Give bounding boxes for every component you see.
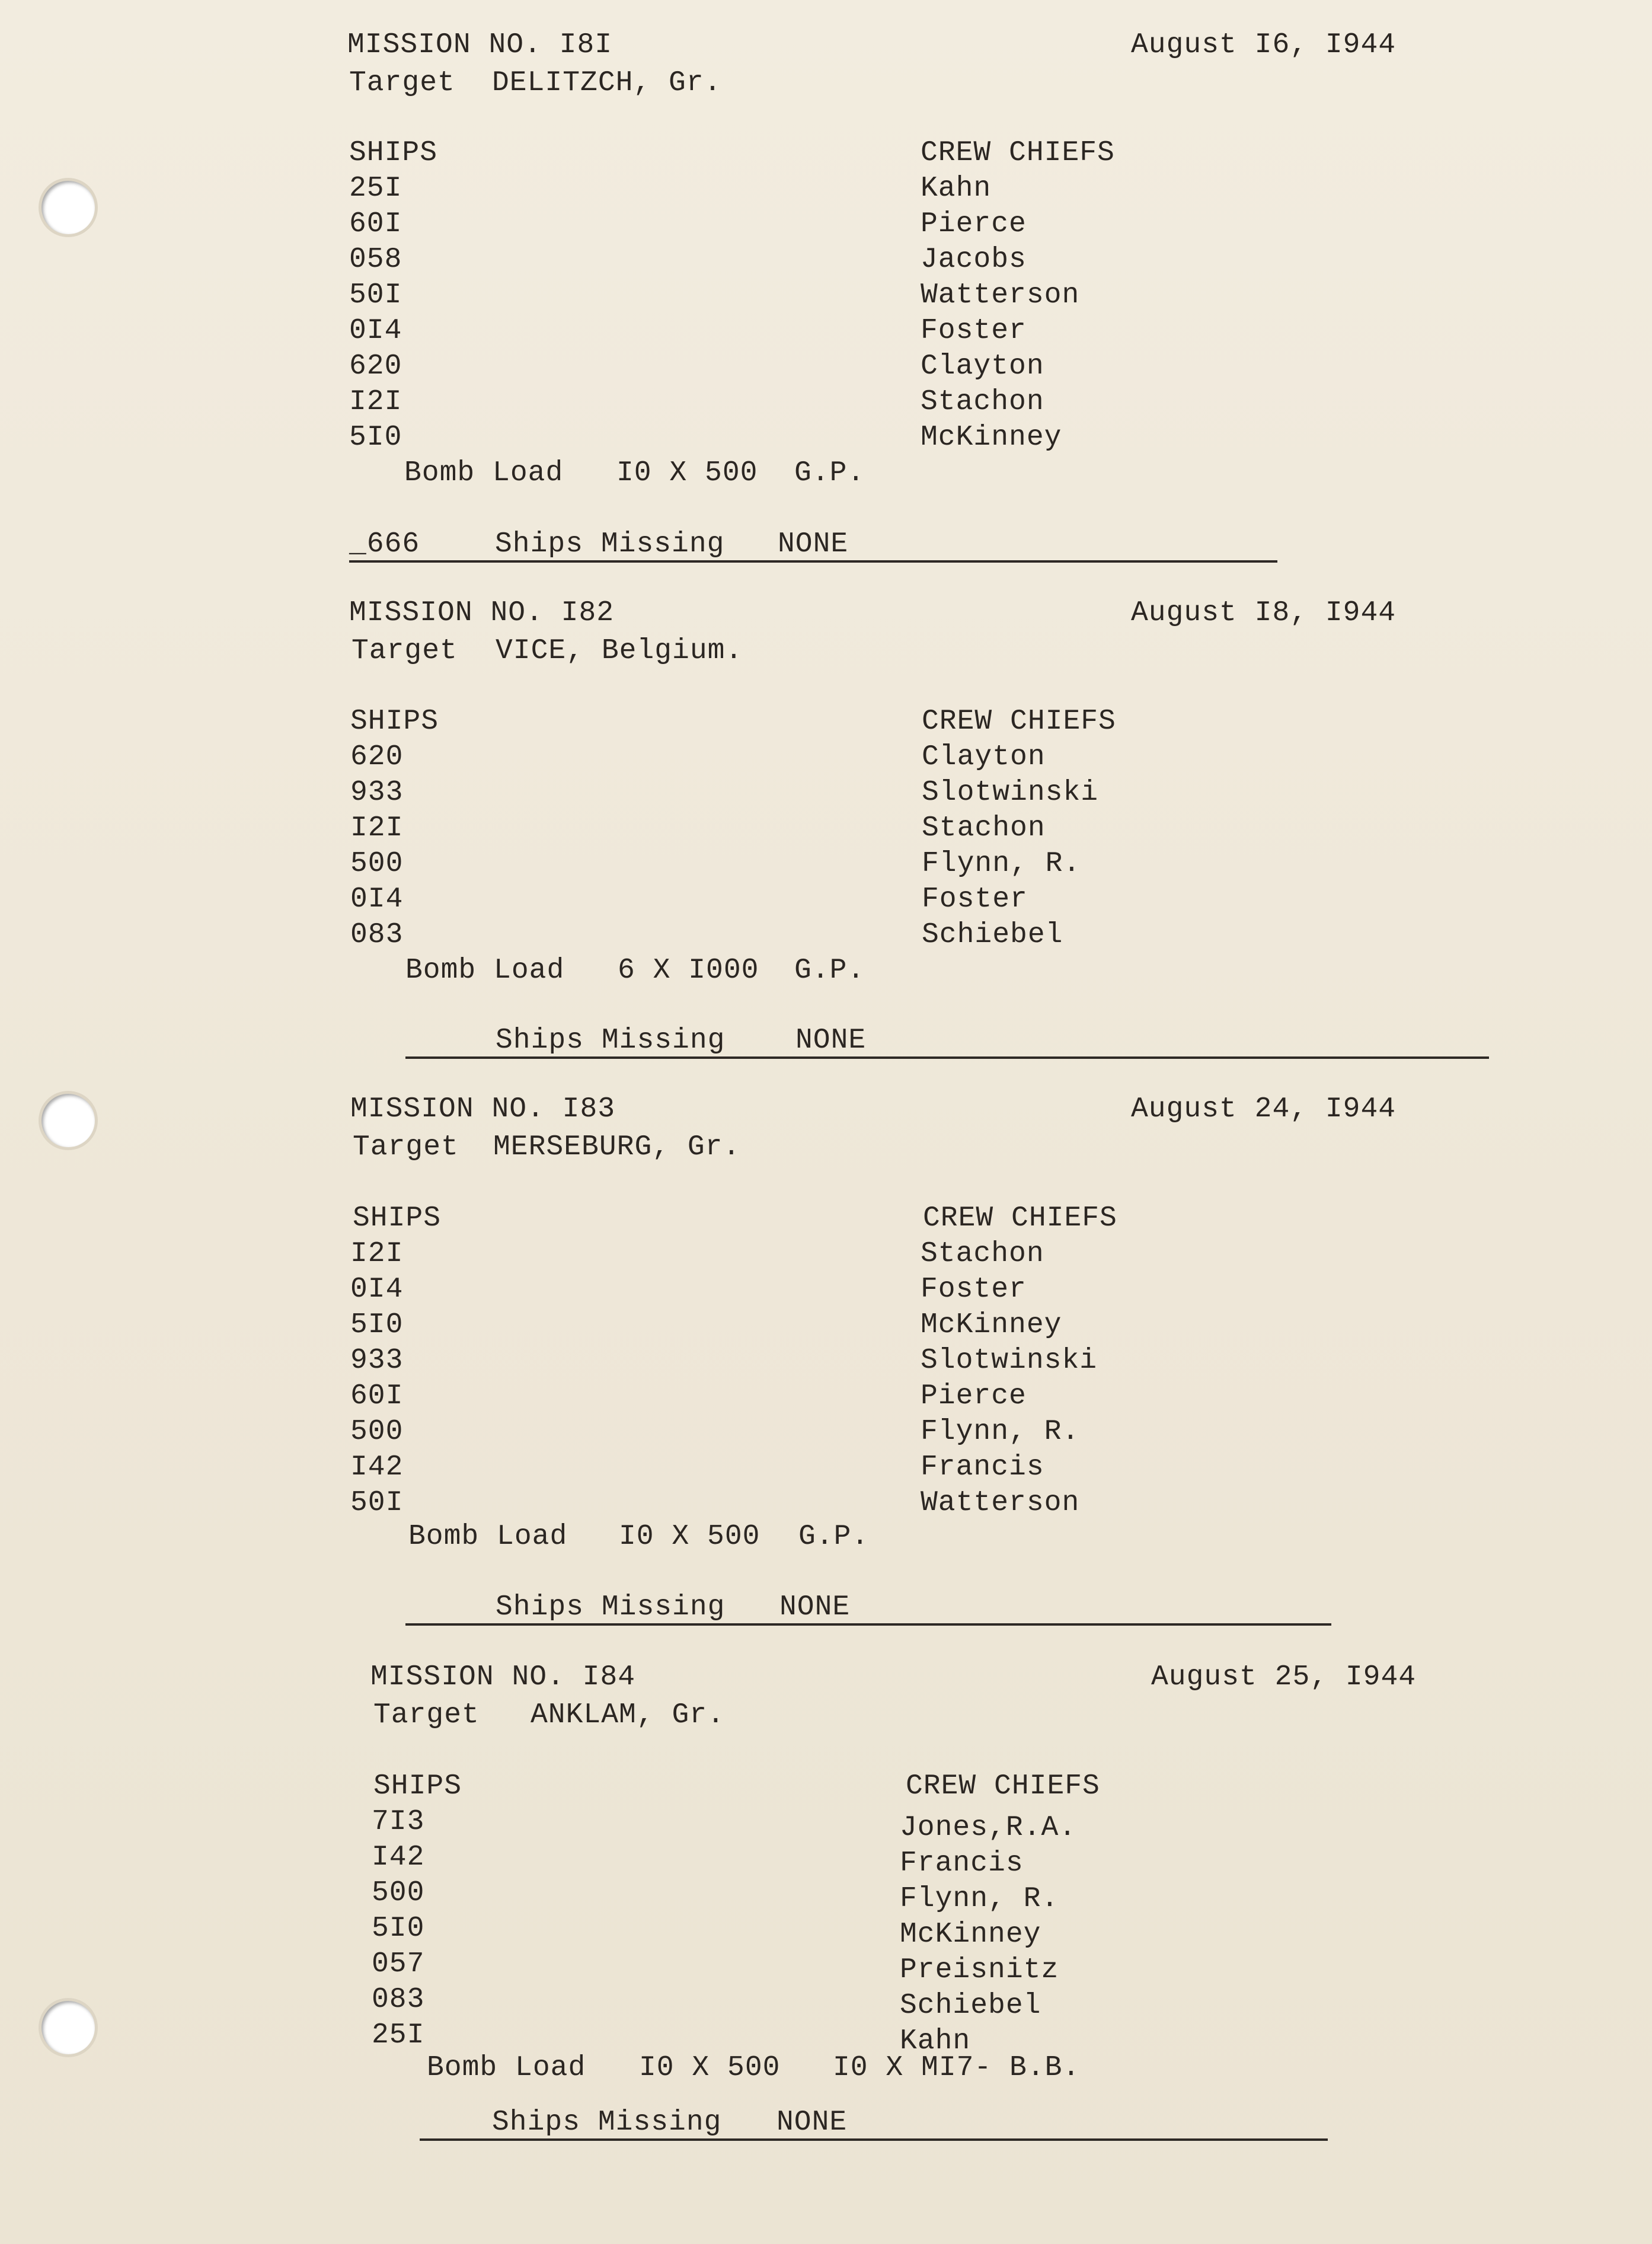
mission-date: August 24, I944	[1131, 1093, 1397, 1125]
ship-number: 5I0	[349, 422, 402, 454]
ship-number: 0I4	[350, 883, 404, 915]
ship-number: 0I4	[350, 1273, 404, 1305]
ships-missing-label: Ships Missing	[496, 1591, 726, 1623]
crew-chief-name: Slotwinski	[922, 777, 1099, 809]
crew-chief-name: Stachon	[922, 812, 1046, 844]
bomb-load-label: Bomb Load	[404, 457, 564, 489]
ship-number: 083	[350, 919, 404, 951]
crew-chiefs-header: CREW CHIEFS	[906, 1770, 1100, 1802]
ship-number: 500	[350, 848, 404, 880]
ship-number: 500	[350, 1416, 404, 1448]
crew-chief-name: Francis	[900, 1847, 1024, 1879]
section-divider	[420, 2138, 1328, 2141]
ship-number: 620	[350, 741, 404, 773]
crew-chief-name: Schiebel	[900, 1990, 1041, 2022]
crew-chief-name: Watterson	[921, 1487, 1080, 1519]
mission-date: August I8, I944	[1131, 597, 1397, 629]
ship-number: 50I	[350, 1487, 404, 1519]
mission-date: August 25, I944	[1151, 1661, 1417, 1693]
ships-list	[350, 739, 403, 953]
crew-chief-name: Watterson	[921, 279, 1080, 311]
target-label: Target	[352, 635, 458, 667]
binder-hole	[41, 1094, 95, 1147]
ship-number: 500	[372, 1877, 425, 1909]
ships-missing-value: NONE	[795, 1024, 867, 1056]
ships-list	[350, 1236, 403, 1521]
ship-number: I2I	[350, 1238, 404, 1270]
margin-note: _666	[349, 528, 420, 560]
ships-list	[372, 1804, 424, 2053]
crew-chief-name: Schiebel	[922, 919, 1063, 951]
crew-chief-name: Clayton	[921, 350, 1044, 382]
ship-number: I2I	[349, 386, 402, 418]
crew-chief-name: Jacobs	[921, 244, 1027, 276]
crew-chief-name: Stachon	[921, 386, 1044, 418]
crew-chiefs-header: CREW CHIEFS	[921, 137, 1115, 169]
crew-chief-name: Preisnitz	[900, 1954, 1059, 1986]
ship-number: 057	[372, 1948, 425, 1980]
crew-chiefs-header: CREW CHIEFS	[923, 1202, 1117, 1234]
ships-missing-label: Ships Missing	[495, 528, 725, 560]
mission-date: August I6, I944	[1131, 29, 1397, 61]
crew-chief-name: Francis	[921, 1451, 1044, 1483]
ship-number: 620	[349, 350, 402, 382]
ship-number: 25I	[349, 173, 402, 205]
crew-chief-name: Kahn	[921, 173, 992, 205]
ship-number: I2I	[350, 812, 404, 844]
crew-chief-name: Foster	[921, 1273, 1027, 1305]
ship-number: 60I	[350, 1380, 404, 1412]
crew-chief-name: Pierce	[921, 208, 1027, 240]
section-divider	[405, 1056, 1489, 1059]
ship-number: 25I	[372, 2019, 425, 2051]
mission-number: MISSION NO. I84	[370, 1661, 636, 1693]
crew-chief-name: Flynn, R.	[900, 1883, 1059, 1915]
ships-missing-label: Ships Missing	[496, 1024, 726, 1056]
ship-number: 933	[350, 777, 404, 809]
bomb-load-value: I0 X 500	[616, 457, 758, 489]
ship-number: I42	[350, 1451, 404, 1483]
ship-number: 60I	[349, 208, 402, 240]
crew-chief-name: McKinney	[921, 422, 1062, 454]
bomb-load-value: 6 X I000	[618, 955, 759, 987]
ship-number: 933	[350, 1345, 404, 1377]
crew-chief-name: Pierce	[921, 1380, 1027, 1412]
bomb-type: I0 X MI7- B.B.	[833, 2052, 1081, 2084]
ship-number: 5I0	[372, 1913, 425, 1945]
crew-chief-name: Foster	[922, 883, 1028, 915]
binder-hole	[41, 181, 95, 234]
binder-hole	[41, 2001, 95, 2054]
bomb-load-label: Bomb Load	[405, 955, 565, 987]
ship-number: I42	[372, 1841, 425, 1873]
target-name: VICE, Belgium.	[496, 635, 743, 667]
section-divider	[349, 560, 1277, 563]
ship-number: 0I4	[349, 315, 402, 347]
ship-number: 5I0	[350, 1309, 404, 1341]
crew-chief-name: Foster	[921, 315, 1027, 347]
ships-header: SHIPS	[350, 706, 439, 738]
ships-header: SHIPS	[373, 1770, 462, 1802]
ship-number: 083	[372, 1984, 425, 2016]
crew-chief-name: Stachon	[921, 1238, 1044, 1270]
ships-missing-value: NONE	[777, 2106, 848, 2138]
bomb-load-label: Bomb Load	[408, 1521, 568, 1553]
crew-chief-name: Kahn	[900, 2025, 971, 2057]
target-name: MERSEBURG, Gr.	[493, 1131, 741, 1163]
target-label: Target	[373, 1699, 480, 1731]
ships-list	[349, 171, 402, 455]
crew-chiefs-header: CREW CHIEFS	[922, 706, 1116, 738]
crew-chief-name: Slotwinski	[921, 1345, 1098, 1377]
ships-header: SHIPS	[349, 137, 438, 169]
crew-chief-name: McKinney	[900, 1919, 1041, 1951]
crew-chiefs-list	[922, 739, 1098, 953]
mission-number: MISSION NO. I8I	[347, 29, 613, 61]
mission-number: MISSION NO. I82	[349, 597, 615, 629]
bomb-load-value: I0 X 500	[619, 1521, 761, 1553]
ship-number: 058	[349, 244, 402, 276]
ship-number: 7I3	[372, 1806, 425, 1838]
target-label: Target	[353, 1131, 459, 1163]
bomb-load-value: I0 X 500	[639, 2052, 781, 2084]
ships-header: SHIPS	[353, 1202, 442, 1234]
crew-chief-name: Clayton	[922, 741, 1046, 773]
crew-chiefs-list	[900, 1810, 1076, 2059]
crew-chiefs-list	[921, 171, 1079, 455]
target-label: Target	[349, 67, 455, 99]
bomb-type: G.P.	[794, 955, 865, 987]
bomb-type: G.P.	[794, 457, 865, 489]
target-name: DELITZCH, Gr.	[492, 67, 722, 99]
crew-chiefs-list	[921, 1236, 1097, 1521]
ships-missing-value: NONE	[779, 1591, 851, 1623]
ships-missing-label: Ships Missing	[492, 2106, 722, 2138]
ship-number: 50I	[349, 279, 402, 311]
bomb-type: G.P.	[798, 1521, 870, 1553]
bomb-load-label: Bomb Load	[427, 2052, 586, 2084]
target-name: ANKLAM, Gr.	[531, 1699, 725, 1731]
crew-chief-name: Flynn, R.	[922, 848, 1081, 880]
crew-chief-name: Jones,R.A.	[900, 1812, 1077, 1844]
mission-number: MISSION NO. I83	[350, 1093, 616, 1125]
crew-chief-name: McKinney	[921, 1309, 1062, 1341]
section-divider	[405, 1623, 1331, 1626]
ships-missing-value: NONE	[778, 528, 849, 560]
crew-chief-name: Flynn, R.	[921, 1416, 1080, 1448]
